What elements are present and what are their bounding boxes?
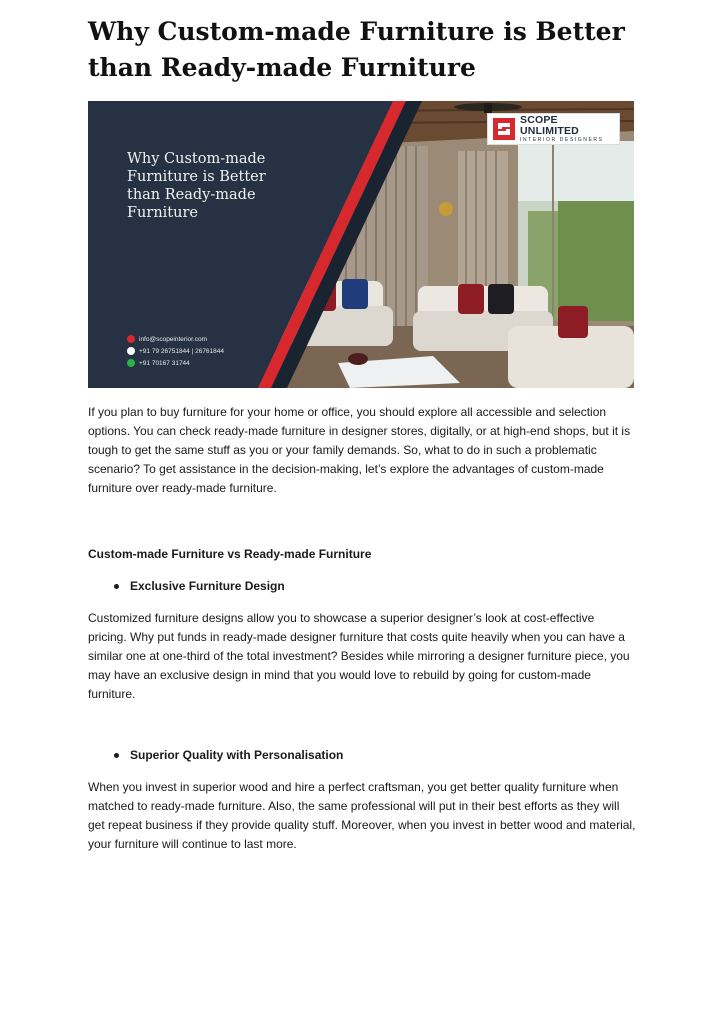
bullet-item [114, 578, 285, 594]
logo-mark-icon [493, 118, 515, 140]
brand-logo [487, 113, 620, 145]
bullet-dot-icon [114, 753, 119, 758]
intro-paragraph: If you plan to buy furniture for your home or office, you should explore all accessible and selection options. You can check ready-made furniture in designer stores, digitally, or at high-end shops, but it is tough to get the same stuff as you or your family demands. So, what to do in such a problematic scenario? To get assistance in the decision-making, let’s explore the advantages of custom-made furniture over ready-made furniture. [88, 405, 631, 495]
contact-phone [127, 345, 224, 357]
contact-list [127, 333, 224, 369]
contact-email-text: info@scopeinterior.com [139, 335, 208, 343]
contact-phone-text: +91 79 26751844 | 26761844 [139, 347, 225, 355]
contact-whatsapp [127, 357, 224, 369]
bullet-item [114, 747, 343, 763]
bullet-heading: Exclusive Furniture Design [130, 579, 285, 593]
hero-heading: Why Custom-made Furniture is Better than Ready-made Furniture [127, 151, 266, 221]
bullet-dot-icon [114, 584, 119, 589]
bullet-heading: Superior Quality with Personalisation [130, 748, 344, 762]
contact-email [127, 333, 224, 345]
point-paragraph: Customized furniture designs allow you to showcase a superior designer’s look at cost-effective pricing. Why put funds in ready-made designer furniture that costs quite heavily when you can have a similar one at one-third of the total investment? Besides while mirroring a designer furniture piece, you may have an exclusive design in mind that you would love to rebuild by going for custom-made furniture. [88, 611, 630, 701]
point-paragraph: When you invest in superior wood and hire a perfect craftsman, you get better quality furniture when matched to ready-made furniture. Also, the same professional will put in their best efforts as they will get repeat business if they provide quality stuff. Moreover, when you invest in better wood and material, your furniture will continue to last more. [88, 780, 636, 851]
page-title: Why Custom-made Furniture is Better than Ready-made Furniture [88, 17, 625, 82]
contact-whatsapp-text: +91 70167 31744 [139, 359, 190, 367]
logo-name: SCOPE UNLIMITED [520, 113, 579, 137]
phone-icon [127, 347, 135, 355]
hero-banner [88, 101, 634, 388]
section-heading: Custom-made Furniture vs Ready-made Furniture [88, 547, 372, 561]
whatsapp-icon [127, 359, 135, 367]
logo-subtitle: INTERIOR DESIGNERS [520, 136, 604, 143]
email-icon [127, 335, 135, 343]
